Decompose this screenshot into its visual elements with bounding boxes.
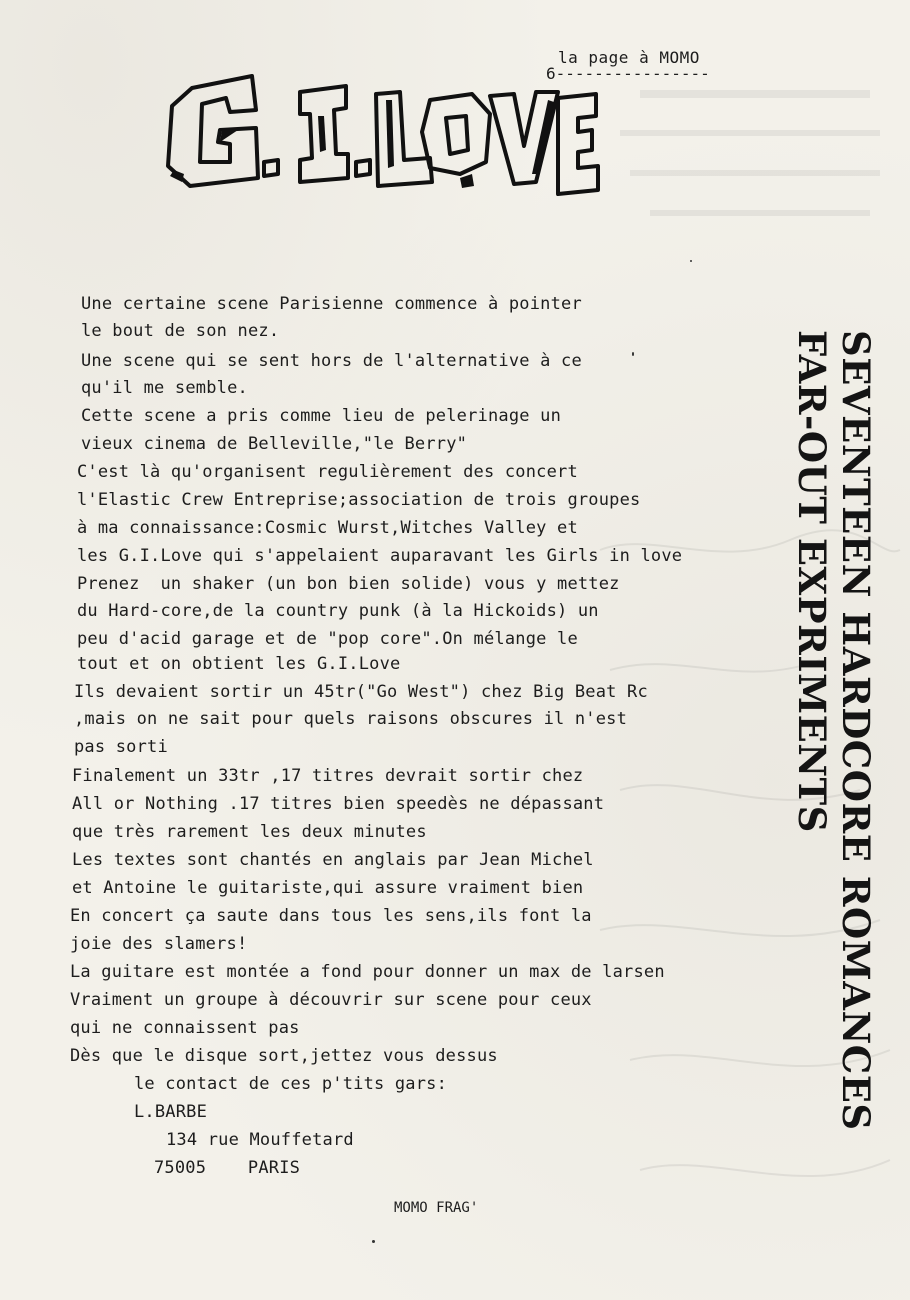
ink-speck: [690, 260, 692, 262]
article-line: tout et on obtient les G.I.Love: [77, 654, 401, 674]
article-line: ,mais on ne sait pour quels raisons obscures il n'est: [74, 709, 628, 729]
article-line: Une scene qui se sent hors de l'alternative à ce: [81, 351, 582, 371]
article-line: peu d'acid garage et de "pop core".On mélange le: [77, 629, 578, 649]
article-line: le bout de son nez.: [81, 321, 280, 341]
page-label: la page à MOMO: [558, 48, 700, 67]
article-line: du Hard-core,de la country punk (à la Hickoids) un: [77, 601, 599, 621]
article-line: Les textes sont chantés en anglais par Jean Michel: [72, 850, 594, 870]
article-line: pas sorti: [74, 737, 168, 757]
article-line: La guitare est montée a fond pour donner un max de larsen: [70, 962, 665, 982]
article-line: et Antoine le guitariste,qui assure vraiment bien: [72, 878, 584, 898]
article-line: qu'il me semble.: [81, 378, 248, 398]
article-line: qui ne connaissent pas: [70, 1018, 300, 1038]
band-logo: [160, 70, 600, 220]
contact-city: 75005 PARIS: [154, 1158, 301, 1178]
article-line: vieux cinema de Belleville,"le Berry": [81, 434, 468, 454]
article-line: joie des slamers!: [70, 934, 248, 954]
side-title-line-2: FAR-OUT EXPRIMENTS: [790, 330, 834, 833]
article-line: En concert ça saute dans tous les sens,ils font la: [70, 906, 592, 926]
article-line: Dès que le disque sort,jettez vous dessus: [70, 1046, 498, 1066]
article-line: C'est là qu'organisent regulièrement des concert: [77, 462, 578, 482]
author-signature: MOMO FRAG': [394, 1200, 479, 1216]
contact-name: L.BARBE: [134, 1102, 208, 1122]
article-line: Finalement un 33tr ,17 titres devrait sortir chez: [72, 766, 584, 786]
article-line: les G.I.Love qui s'appelaient auparavant les Girls in love: [77, 546, 683, 566]
contact-street: 134 rue Mouffetard: [166, 1130, 354, 1150]
article-line: l'Elastic Crew Entreprise;association de trois groupes: [77, 490, 641, 510]
ink-speck: [372, 1240, 375, 1243]
article-line: Une certaine scene Parisienne commence à pointer: [81, 294, 582, 314]
contact-heading: le contact de ces p'tits gars:: [134, 1074, 448, 1094]
article-line: All or Nothing .17 titres bien speedès ne dépassant: [72, 794, 605, 814]
ink-speck: [632, 352, 634, 356]
article-line: à ma connaissance:Cosmic Wurst,Witches Valley et: [77, 518, 578, 538]
side-title: [790, 330, 885, 1131]
page-number-rule: 6----------------: [546, 64, 710, 83]
side-title-line-1: SEVENTEEN HARDCORE ROMANCES: [834, 330, 878, 1131]
article-line: Ils devaient sortir un 45tr("Go West") chez Big Beat Rc: [74, 682, 648, 702]
article-line: que très rarement les deux minutes: [72, 822, 427, 842]
article-line: Vraiment un groupe à découvrir sur scene pour ceux: [70, 990, 592, 1010]
article-line: Prenez un shaker (un bon bien solide) vous y mettez: [77, 574, 620, 594]
article-line: Cette scene a pris comme lieu de pelerinage un: [81, 406, 562, 426]
